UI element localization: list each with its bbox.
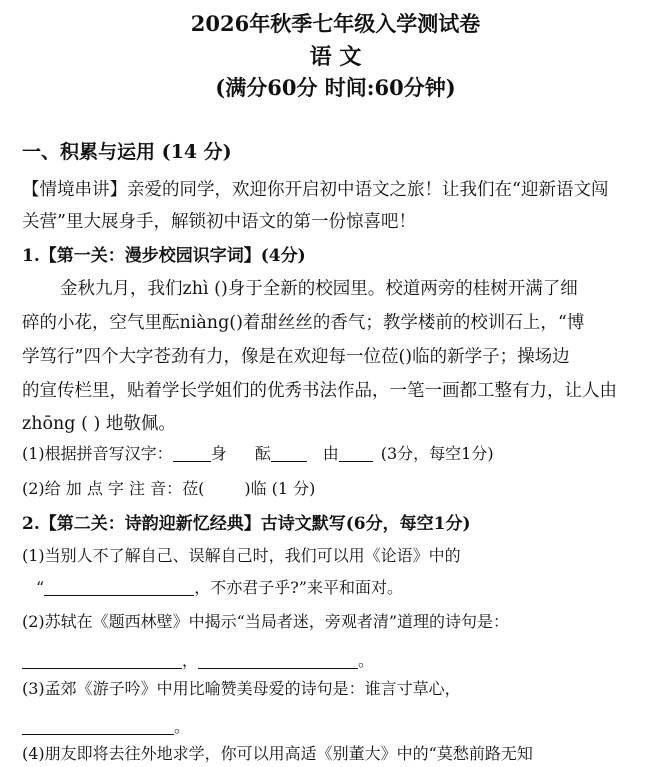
passage-line-4: 的宣传栏里，贴着学长学姐们的优秀书法作品，一笔一画都工整有力，让人由 [22,381,617,401]
answer-blank[interactable] [198,652,358,669]
answer-blank[interactable] [173,445,211,462]
q2-sub4-line1: (4)朋友即将去往外地求学，你可以用高适《别董大》中的“莫愁前路无知 [22,744,533,763]
intro-line-1: 【情境串讲】亲爱的同学，欢迎你开启初中语文之旅！让我们在“迎新语文闯 [22,180,609,200]
q2-sub2-line1: (2)苏轼在《题西林壁》中揭示“当局者迷，旁观者清”道理的诗句是： [22,612,510,631]
sub1-label: (1)根据拼音写汉字： [22,444,173,463]
sub-question-1-2 [22,476,315,499]
passage-line-1: 金秋九月，我们zhì ()身于全新的校园里。校道两旁的桂树开满了细 [60,279,578,299]
question-1-heading: 1.【第一关：漫步校园识字词】(4分) [22,246,306,266]
sub-question-1-1 [22,441,494,464]
answer-blank[interactable] [271,445,307,462]
section-heading: 一、积累与运用 (14 分) [22,141,232,163]
period: 。 [174,717,191,736]
sub1-word-2: 酝 [254,444,271,463]
passage-line-5: zhōng ( ) 地敬佩。 [22,414,176,434]
comma: ， [182,651,199,670]
q2-sub3-line1: (3)孟郊《游子吟》中用比喻赞美母爱的诗句是：谁言寸草心， [22,679,461,698]
passage-line-2: 碎的小花，空气里酝niàng()着甜丝丝的香气；教学楼前的校训石上，“博 [22,313,585,333]
answer-blank[interactable] [22,652,182,669]
intro-line-2: 关营”里大展身手，解锁初中语文的第一份惊喜吧！ [22,212,416,232]
q2-sub1-line2 [36,575,403,598]
score-time-info: (满分60分 时间:60分钟) [215,75,456,100]
sub2-text: (2)给 加 点 字 注 音：莅( [22,479,205,498]
period: 。 [358,651,375,670]
sub1-word-1: 身 [210,444,227,463]
q2-sub1-tail: ，不亦君子乎?”来平和面对。 [194,578,403,597]
passage-line-3: 学笃行”四个大字苍劲有力，像是在欢迎每一位莅()临的新学子；操场边 [22,347,570,367]
q2-sub1-line1: (1)当别人不了解自己、误解自己时，我们可以用《论语》中的 [22,546,461,565]
exam-title: 2026年秋季七年级入学测试卷 [190,11,481,36]
sub1-word-3: 由 [322,444,339,463]
q2-sub3-line2 [22,714,190,737]
sub1-score: (3分，每空1分) [380,444,494,463]
answer-blank[interactable] [44,579,194,596]
open-quote: “ [36,578,45,597]
answer-blank[interactable] [22,718,174,735]
answer-blank[interactable] [339,445,373,462]
subject-title: 语 文 [309,44,362,70]
q2-sub2-line2 [22,648,374,671]
question-2-heading: 2.【第二关：诗韵迎新忆经典】古诗文默写(6分，每空1分) [22,514,471,534]
sub2-tail: )临 (1 分) [244,479,316,498]
